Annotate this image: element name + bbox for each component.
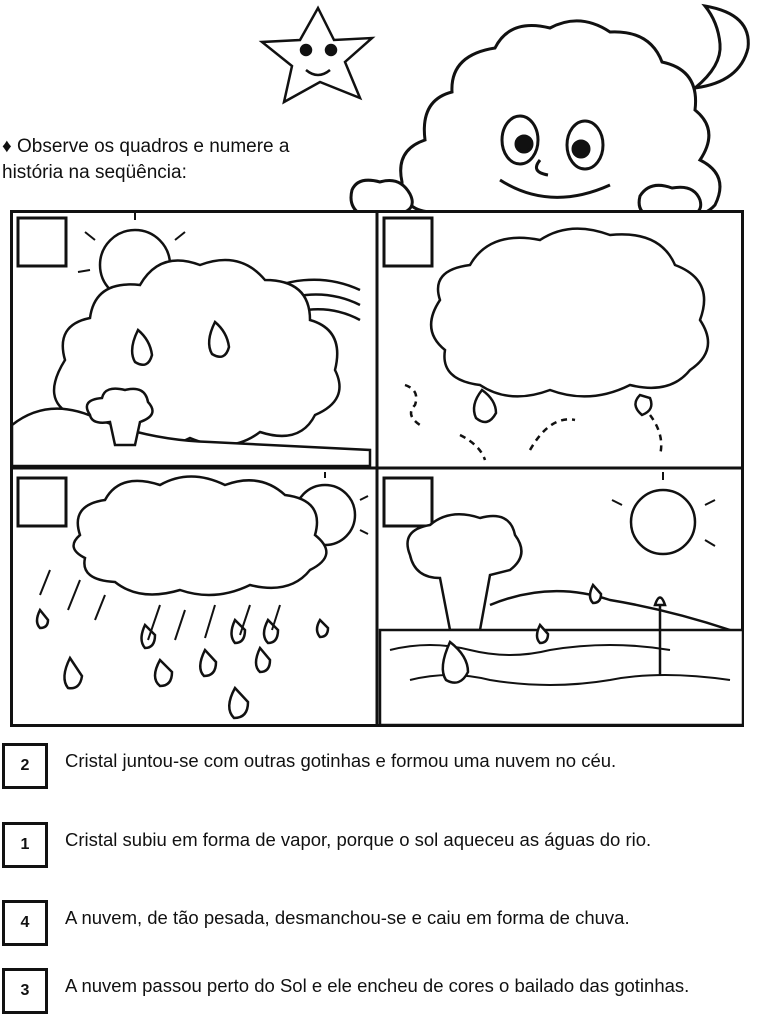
statement-text: A nuvem, de tão pesada, desmanchou-se e caiu em forma de chuva. [65,907,630,928]
statement-row [2,743,759,799]
statement-row [2,822,759,878]
answer-box-3[interactable] [18,478,66,526]
statement-row [2,900,759,956]
header-illustration [0,0,759,220]
story-panels [10,210,744,727]
statement-number-box[interactable]: 3 [2,968,48,1014]
statement-number-box[interactable]: 4 [2,900,48,946]
statement-number-box[interactable]: 1 [2,822,48,868]
star-face-icon [262,8,372,102]
instruction-line-1: Observe os quadros e numere a [16,136,290,157]
statement-row [2,968,759,1024]
instruction-line-2: história na seqüência: [2,162,187,183]
moon-icon [695,6,748,88]
statement-text: Cristal juntou-se com outras gotinhas e formou uma nuvem no céu. [65,750,617,771]
cloud-face-icon [351,21,720,219]
answer-box-4[interactable] [384,478,432,526]
instruction [2,134,352,186]
answer-box-2[interactable] [384,218,432,266]
statement-text: A nuvem passou perto do Sol e ele encheu de cores o bailado das gotinhas. [65,975,690,996]
answer-box-1[interactable] [18,218,66,266]
statement-number-box[interactable]: 2 [2,743,48,789]
bullet-icon: ♦ [2,136,12,157]
statement-text: Cristal subiu em forma de vapor, porque o sol aqueceu as águas do rio. [65,829,652,850]
